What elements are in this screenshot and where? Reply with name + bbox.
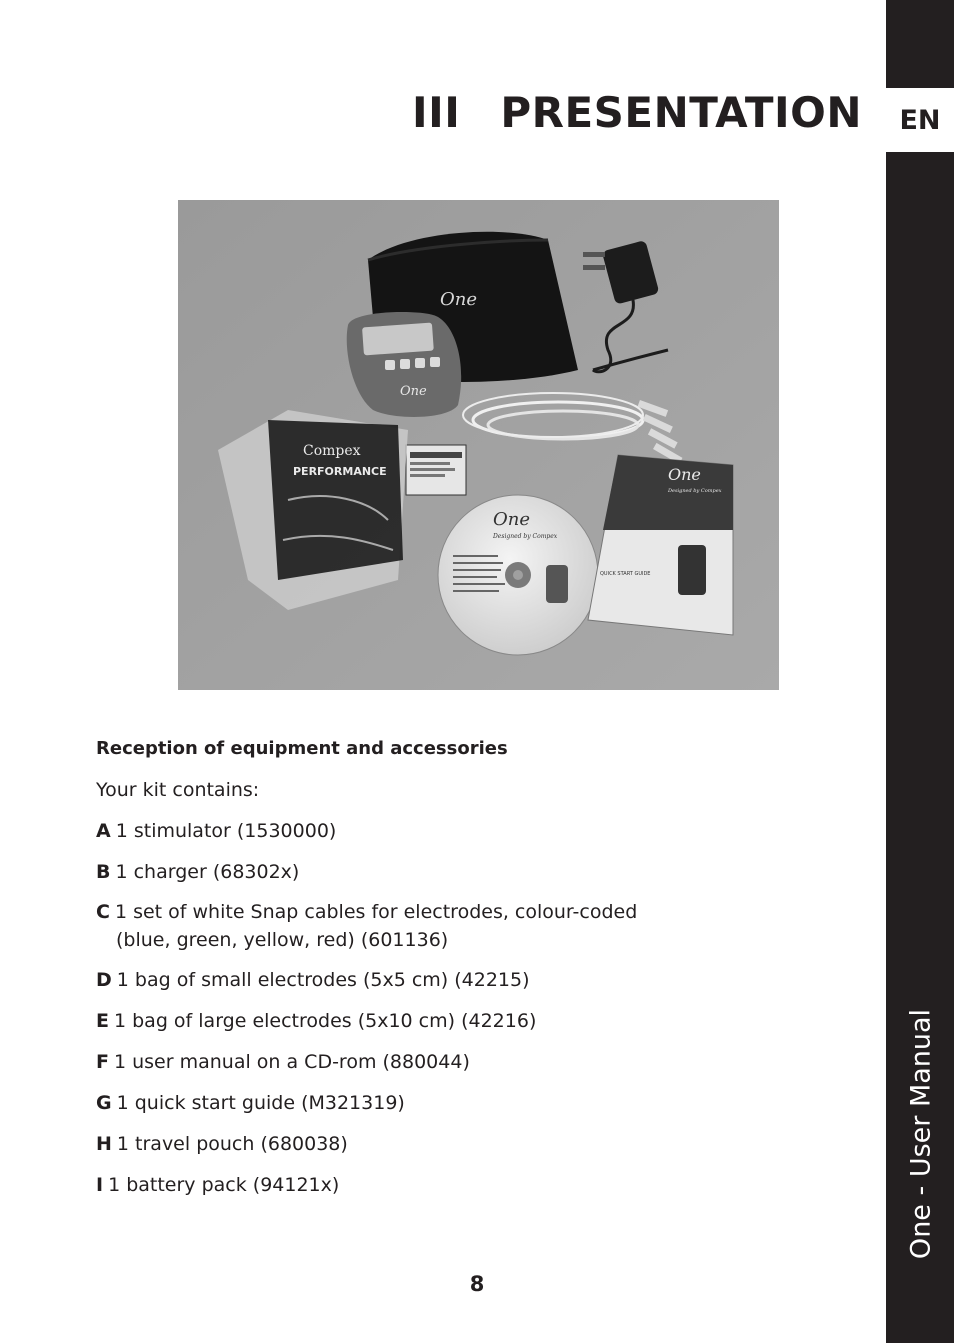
list-item bbox=[96, 965, 656, 995]
guide-title: QUICK START GUIDE bbox=[600, 571, 651, 577]
list-item bbox=[96, 898, 656, 954]
section-title: PRESENTATION bbox=[500, 88, 862, 137]
side-label: One - User Manual bbox=[905, 1008, 937, 1260]
item-letter: G bbox=[96, 1092, 112, 1114]
cd-logo: One bbox=[493, 509, 531, 530]
page-number: 8 bbox=[469, 1272, 485, 1296]
electrode-brand: Compex bbox=[303, 443, 361, 459]
device-logo: One bbox=[400, 384, 427, 399]
item-letter: I bbox=[96, 1174, 104, 1196]
item-letter: F bbox=[96, 1051, 109, 1073]
section-heading: Reception of equipment and accessories bbox=[96, 738, 508, 759]
list-item bbox=[96, 1129, 656, 1159]
item-text: 1 bag of small electrodes (5x5 cm) (42215) bbox=[116, 969, 530, 991]
content bbox=[96, 734, 656, 1211]
item-letter: B bbox=[96, 861, 111, 883]
item-text: 1 battery pack (94121x) bbox=[108, 1174, 340, 1196]
list-item bbox=[96, 1047, 656, 1077]
pouch-logo: One bbox=[440, 289, 478, 310]
list-item bbox=[96, 1088, 656, 1118]
item-letter: E bbox=[96, 1010, 109, 1032]
cd-tagline: Designed by Compex bbox=[493, 533, 558, 540]
language-tab: EN bbox=[886, 88, 954, 152]
item-text: 1 bag of large electrodes (5x10 cm) (42216) bbox=[113, 1010, 537, 1032]
item-letter: A bbox=[96, 820, 111, 842]
electrode-label: PERFORMANCE bbox=[293, 465, 387, 478]
intro-text: Your kit contains: bbox=[96, 779, 260, 801]
item-text: 1 set of white Snap cables for electrodes, colour-coded bbox=[114, 901, 638, 923]
list-item bbox=[96, 1006, 656, 1036]
item-text: 1 travel pouch (680038) bbox=[116, 1133, 348, 1155]
item-letter: D bbox=[96, 969, 112, 991]
page-title bbox=[412, 88, 862, 137]
item-text-continued: (blue, green, yellow, red) (601136) bbox=[116, 929, 449, 951]
battery-pack bbox=[406, 445, 466, 495]
list-item bbox=[96, 857, 656, 887]
section-number: III bbox=[411, 88, 461, 137]
list-item bbox=[96, 1170, 656, 1200]
kit-items bbox=[96, 816, 656, 1200]
kit-photo bbox=[178, 200, 779, 690]
guide-tagline: Designed by Compex bbox=[668, 488, 722, 494]
guide-logo: One bbox=[668, 465, 701, 484]
item-text: 1 user manual on a CD-rom (880044) bbox=[113, 1051, 470, 1073]
item-text: 1 quick start guide (M321319) bbox=[116, 1092, 405, 1114]
list-item bbox=[96, 816, 656, 846]
item-letter: C bbox=[96, 901, 110, 923]
item-text: 1 charger (68302x) bbox=[115, 861, 300, 883]
item-text: 1 stimulator (1530000) bbox=[115, 820, 337, 842]
item-letter: H bbox=[96, 1133, 112, 1155]
cd-rom bbox=[438, 495, 598, 655]
